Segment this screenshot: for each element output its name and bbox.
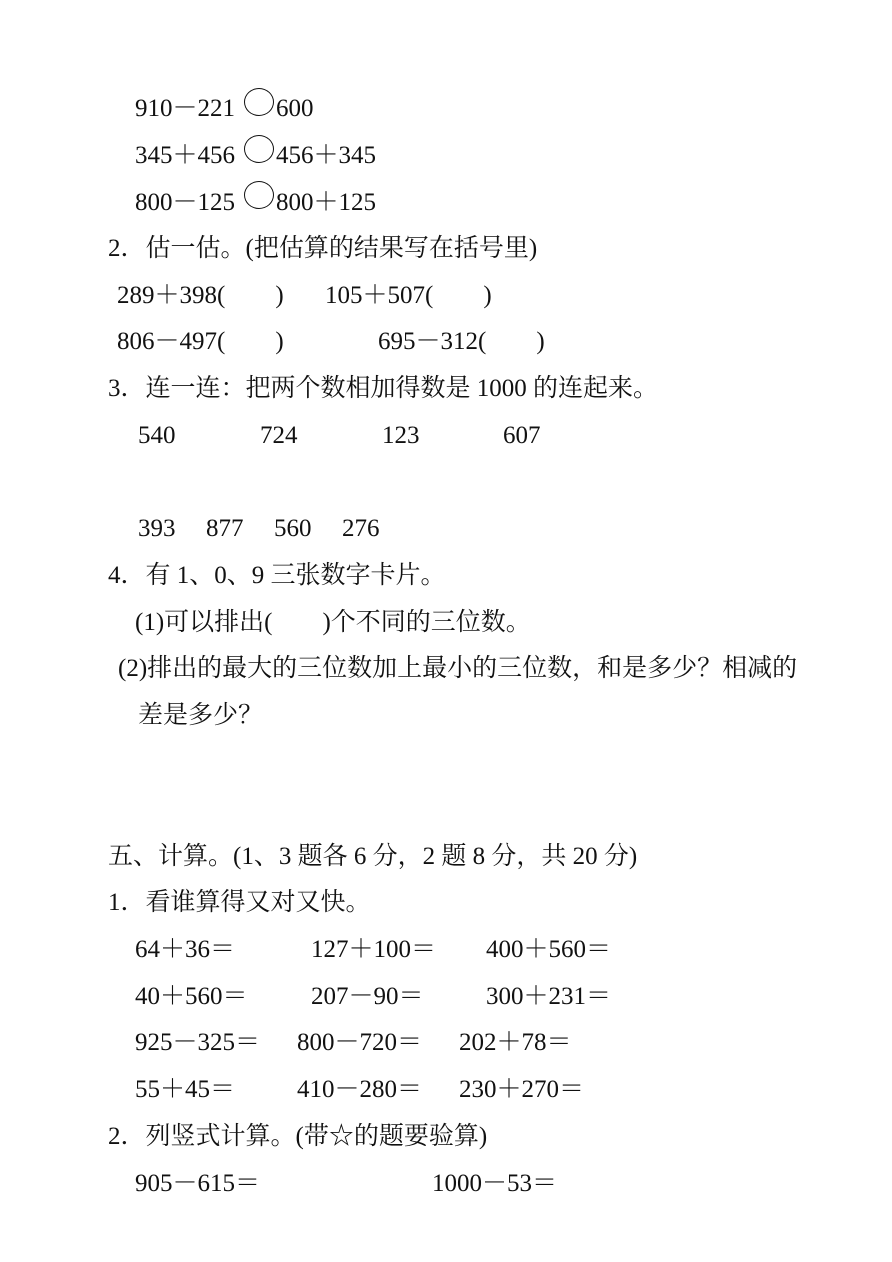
calc-item: 202＋78＝ (459, 1029, 572, 1056)
connect-number-bottom: 393 (138, 515, 176, 542)
connect-number-top: 540 (138, 422, 176, 449)
estimate-item: 806－497( ) (117, 328, 284, 355)
estimate-item: 695－312( ) (378, 328, 545, 355)
connect-number-top: 123 (382, 422, 420, 449)
estimate-item: 289＋398( ) (117, 282, 284, 309)
compare-right: 600 (276, 95, 314, 122)
connect-number-bottom: 877 (206, 515, 244, 542)
question-3-title: 3．连一连：把两个数相加得数是 1000 的连起来。 (108, 375, 659, 402)
connect-number-top: 607 (503, 422, 541, 449)
question-4-title: 4．有 1、0、9 三张数字卡片。 (108, 562, 446, 589)
calc-item: 127＋100＝ (311, 936, 437, 963)
calc-item: 925－325＝ (135, 1029, 261, 1056)
compare-right: 800＋125 (276, 189, 377, 216)
question-4-sub2: (2)排出的最大的三位数加上最小的三位数，和是多少？相减的 (118, 655, 798, 682)
calc-item: 800－720＝ (297, 1029, 423, 1056)
section-5-q2-title: 2．列竖式计算。(带☆的题要验算) (108, 1123, 488, 1150)
section-5-title: 五、计算。(1、3 题各 6 分，2 题 8 分，共 20 分) (108, 843, 638, 870)
calc-item: 300＋231＝ (486, 983, 612, 1010)
calc-item: 400＋560＝ (486, 936, 612, 963)
compare-left: 345＋456 (135, 142, 236, 169)
question-4-sub1: (1)可以排出( )个不同的三位数。 (135, 609, 531, 636)
section-5-q1-title: 1．看谁算得又对又快。 (108, 889, 371, 916)
vertical-calc-item: 905－615＝ (135, 1170, 261, 1197)
connect-number-top: 724 (260, 422, 298, 449)
compare-left: 910－221 (135, 95, 236, 122)
calc-item: 207－90＝ (311, 983, 424, 1010)
compare-left: 800－125 (135, 189, 236, 216)
compare-circle[interactable] (244, 181, 274, 209)
compare-circle[interactable] (244, 135, 274, 163)
calc-item: 55＋45＝ (135, 1076, 236, 1103)
calc-item: 230＋270＝ (459, 1076, 585, 1103)
calc-item: 410－280＝ (297, 1076, 423, 1103)
question-2-title: 2．估一估。(把估算的结果写在括号里) (108, 235, 538, 262)
connect-number-bottom: 560 (274, 515, 312, 542)
compare-circle[interactable] (244, 88, 274, 116)
question-4-sub2-cont: 差是多少？ (138, 702, 264, 729)
calc-item: 40＋560＝ (135, 983, 248, 1010)
vertical-calc-item: 1000－53＝ (432, 1170, 558, 1197)
connect-number-bottom: 276 (342, 515, 380, 542)
compare-right: 456＋345 (276, 142, 377, 169)
calc-item: 64＋36＝ (135, 936, 236, 963)
estimate-item: 105＋507( ) (325, 282, 492, 309)
